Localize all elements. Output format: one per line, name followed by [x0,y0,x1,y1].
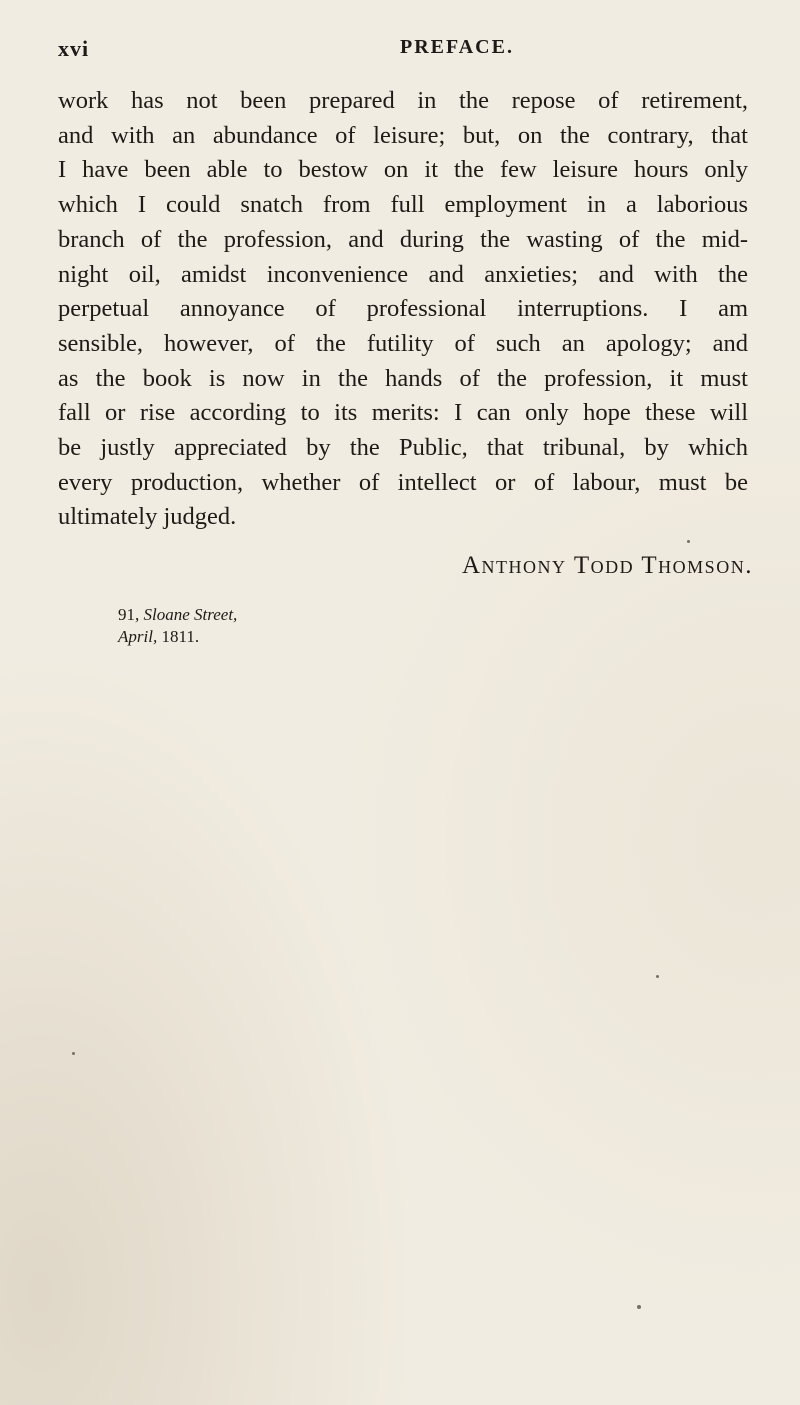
text-line: and with an abundance of leisure; but, on the contrary, that [58,121,748,149]
address-block [118,604,237,648]
text-line: which I could snatch from full employment in a laborious [58,191,748,219]
address-line [118,604,237,626]
text-line: be justly appreciated by the Public, that tribunal, by which [58,434,748,462]
page-number: xvi [58,36,90,61]
text-line: fall or rise according to its merits: I can only hope these will [58,399,748,427]
street-name: Sloane Street, [143,605,238,624]
text-line: as the book is now in the hands of the profession, it must [58,364,748,392]
text-line: night oil, amidst inconvenience and anxieties; and with the [58,260,748,288]
paper-speck [687,540,690,543]
text-line: branch of the profession, and during the wasting of the mid- [58,225,748,253]
paper-speck [656,975,659,978]
running-head: PREFACE. [400,36,514,58]
body-paragraph [58,84,748,535]
paper-speck [72,1052,75,1055]
year: 1811. [161,627,200,646]
text-line: work has not been prepared in the repose of retirement, [58,87,748,114]
text-line: perpetual annoyance of professional interruptions. I am [58,295,748,323]
page-header [58,36,742,66]
month: April, [118,627,158,646]
author-signature: Anthony Todd Thomson. [462,552,753,579]
text-line: ultimately judged. [58,503,237,531]
text-line: I have been able to bestow on it the few leisure hours only [58,156,748,184]
paper-speck [637,1305,641,1309]
date-line [118,626,237,648]
text-line: sensible, however, of the futility of such an apology; and [58,329,748,357]
text-line: every production, whether of intellect or of labour, must be [58,468,748,496]
street-number: 91, [118,605,140,624]
